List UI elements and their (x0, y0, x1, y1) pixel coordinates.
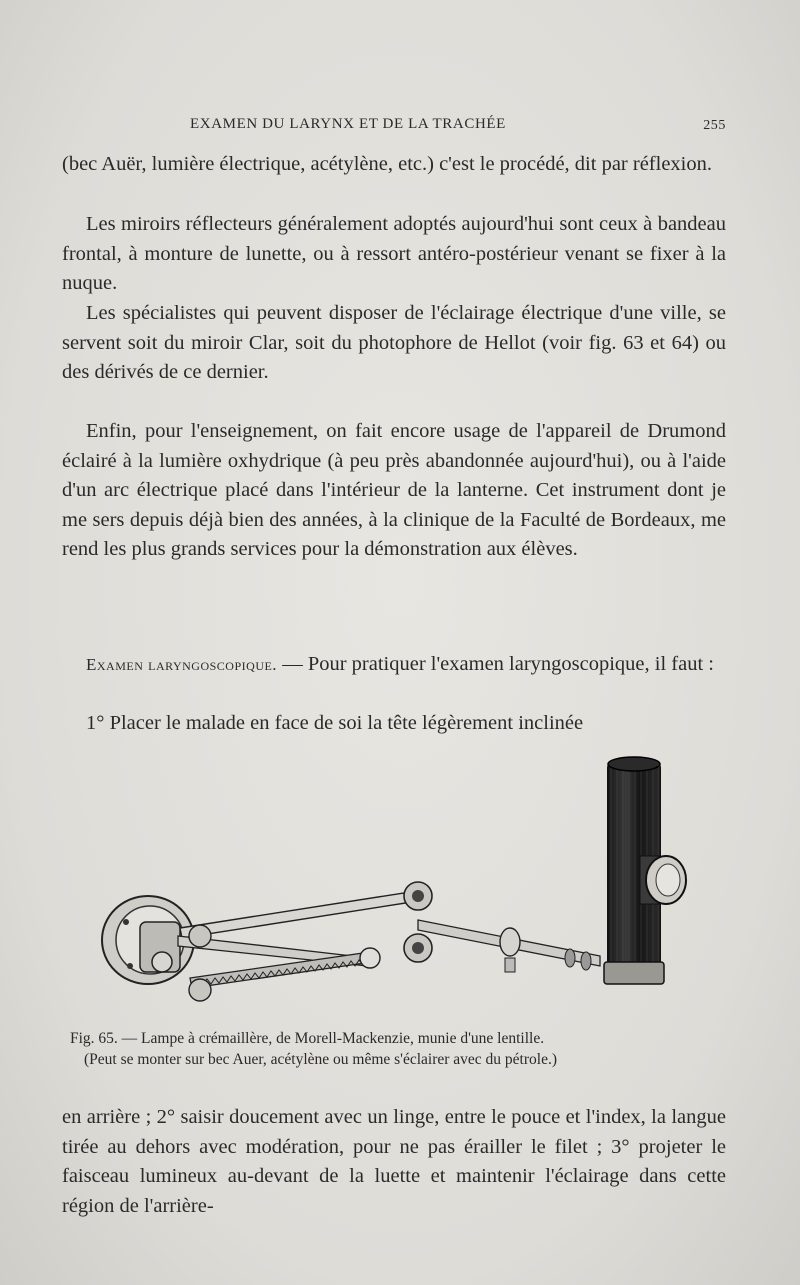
paragraph-6: 1° Placer le malade en face de soi la tête légèrement inclinée (86, 712, 584, 734)
paragraph-2: Les miroirs réflecteurs généralement adoptés aujourd'hui sont ceux à bandeau frontal, à monture de lunette, ou à ressort antéro-postérieur venant se fixer à la nuque. (62, 213, 726, 295)
section-heading: Examen laryngoscopique. (86, 655, 278, 674)
paragraph-1: (bec Auër, lumière électrique, acétylène, etc.) c'est le procédé, dit par réflexion. (62, 153, 712, 175)
paragraph-3: Les spécialistes qui peuvent disposer de l'éclairage électrique d'une ville, se servent soit du miroir Clar, soit du photophore de Hellot (voir fig. 63 et 64) ou des dérivés de ce dernier. (62, 302, 726, 384)
paragraph-5 (62, 650, 726, 680)
paragraph-7: en arrière ; 2° saisir doucement avec un linge, entre le pouce et l'index, la langue tirée au dehors avec modération, pour ne pas érailler le filet ; 3° projeter le faisceau lumineux au-devant de la luette et maintenir l'éclairage dans cette région de l'arrière- (62, 1106, 726, 1217)
running-title: EXAMEN DU LARYNX ET DE LA TRACHÉE (190, 116, 506, 132)
section-lead-text: — Pour pratiquer l'examen laryngoscopique, il faut : (277, 653, 714, 675)
caption-line-1: Fig. 65. — Lampe à crémaillère, de Morell-Mackenzie, munie d'une lentille. (70, 1030, 545, 1047)
page-number: 255 (703, 118, 726, 133)
figure-caption (70, 1028, 730, 1070)
caption-line-2: (Peut se monter sur bec Auer, acétylène ou même s'éclairer avec du pétrole.) (84, 1051, 557, 1068)
lamp-illustration (100, 752, 700, 1022)
running-header (60, 112, 726, 138)
paragraph-4: Enfin, pour l'enseignement, on fait encore usage de l'appareil de Drumond éclairé à la lumière oxhydrique (à peu près abandonnée aujourd'hui), ou à l'aide d'un arc électrique placé dans l'intérieur de la lanterne. Cet instrument dont je me sers depuis déjà bien des années, à la clinique de la Faculté de Bordeaux, me rend les plus grands services pour la démonstration aux élèves. (62, 420, 726, 561)
